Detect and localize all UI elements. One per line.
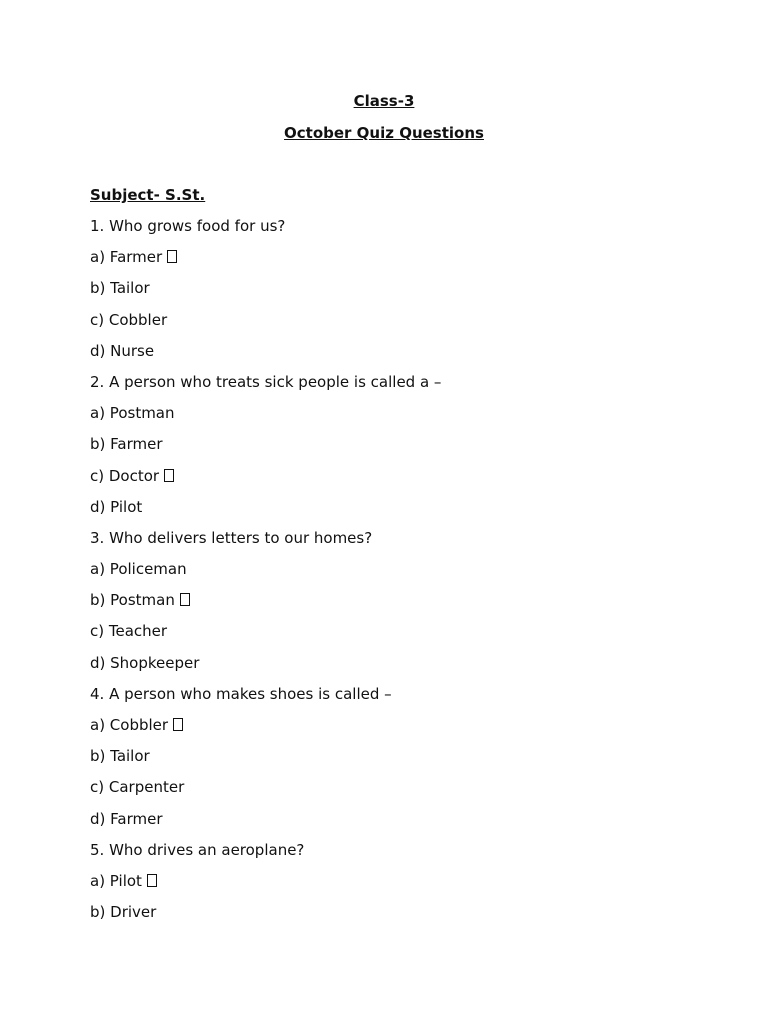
answer-option	[90, 342, 690, 373]
option-label: c) Teacher	[90, 622, 168, 641]
option-label: d) Nurse	[90, 341, 155, 360]
option-label: b) Postman	[90, 591, 175, 610]
question-list	[90, 217, 690, 934]
answer-option	[90, 279, 690, 310]
answer-option	[90, 591, 690, 622]
option-label: b) Driver	[90, 903, 157, 922]
question-label: 5. Who drives an aeroplane?	[90, 840, 305, 859]
question-text	[90, 685, 690, 716]
question-label: 1. Who grows food for us?	[90, 217, 286, 235]
answer-option	[90, 467, 690, 498]
quiz-title: October Quiz Questions	[284, 124, 484, 142]
option-label: c) Carpenter	[90, 778, 185, 797]
option-label: b) Tailor	[90, 279, 150, 298]
option-label: d) Shopkeeper	[90, 653, 200, 672]
correct-answer-mark-icon	[173, 718, 183, 731]
option-label: b) Tailor	[90, 747, 150, 766]
question-text	[90, 373, 690, 404]
option-label: a) Postman	[90, 404, 175, 423]
subject-heading: Subject- S.St.	[90, 186, 206, 204]
question-text	[90, 529, 690, 560]
answer-option	[90, 560, 690, 591]
correct-answer-mark-icon	[180, 593, 190, 606]
answer-option	[90, 872, 690, 903]
answer-option	[90, 903, 690, 934]
question-text	[90, 217, 690, 248]
answer-option	[90, 716, 690, 747]
answer-option	[90, 435, 690, 466]
answer-option	[90, 248, 690, 279]
question-label: 4. A person who makes shoes is called –	[90, 684, 392, 703]
correct-answer-mark-icon	[167, 250, 177, 263]
answer-option	[90, 778, 690, 809]
class-heading: Class-3	[353, 92, 415, 110]
answer-option	[90, 810, 690, 841]
option-label: c) Doctor	[90, 466, 160, 485]
option-label: a) Policeman	[90, 560, 187, 579]
question-text	[90, 841, 690, 872]
option-label: c) Cobbler	[90, 310, 168, 329]
answer-option	[90, 747, 690, 778]
answer-option	[90, 311, 690, 342]
option-label: b) Farmer	[90, 435, 163, 454]
option-label: d) Pilot	[90, 497, 143, 516]
option-label: a) Farmer	[90, 248, 163, 267]
answer-option	[90, 404, 690, 435]
correct-answer-mark-icon	[164, 469, 174, 482]
option-label: d) Farmer	[90, 809, 163, 828]
answer-option	[90, 498, 690, 529]
option-label: a) Cobbler	[90, 716, 169, 734]
option-label: a) Pilot	[90, 871, 142, 890]
question-label: 3. Who delivers letters to our homes?	[90, 528, 373, 547]
question-label: 2. A person who treats sick people is called a –	[90, 372, 442, 391]
answer-option	[90, 622, 690, 653]
correct-answer-mark-icon	[147, 874, 157, 887]
answer-option	[90, 654, 690, 685]
